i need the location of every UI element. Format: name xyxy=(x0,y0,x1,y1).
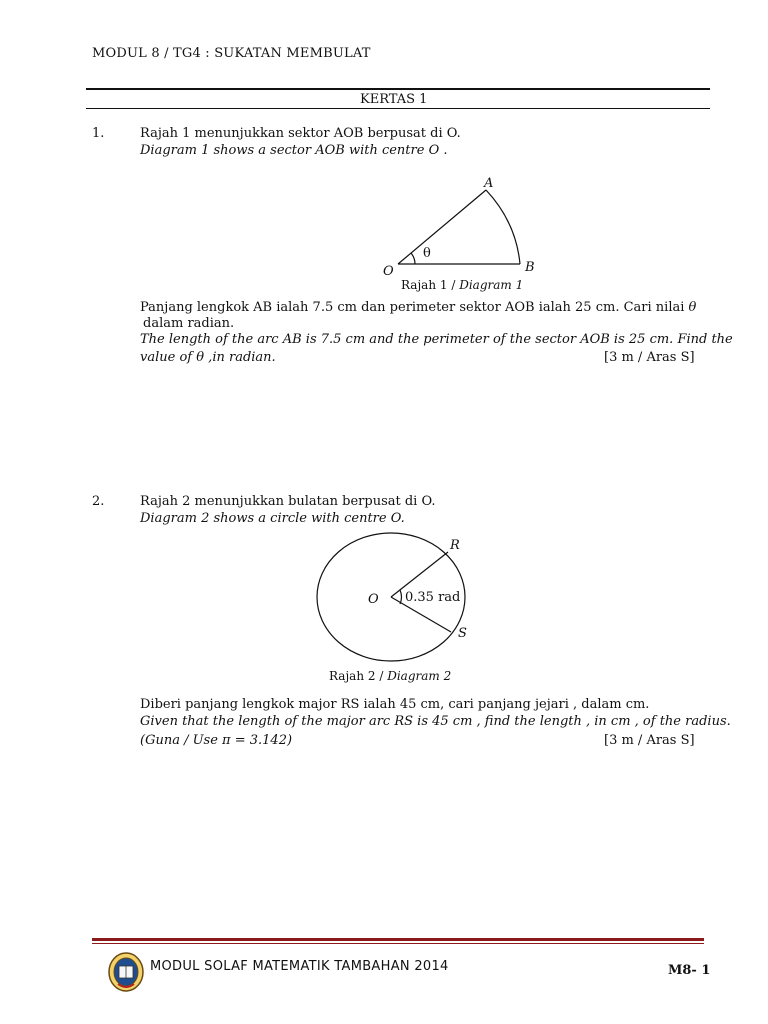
point-s-label: S xyxy=(458,626,467,641)
question-2-intro-ms: Rajah 2 menunjukkan bulatan berpusat di O. xyxy=(140,494,436,509)
question-1-intro-en: Diagram 1 shows a sector AOB with centre O . xyxy=(140,143,448,158)
question-1-body-ms xyxy=(140,300,696,316)
question-2-intro-en: Diagram 2 shows a circle with centre O. xyxy=(140,511,405,526)
diagram-1-caption xyxy=(401,278,523,292)
diagram-1-caption-en: Diagram 1 xyxy=(459,278,524,292)
section-title: KERTAS 1 xyxy=(360,92,428,107)
header-rule-bottom xyxy=(86,108,710,109)
point-a-label: A xyxy=(484,176,494,191)
angle-mark xyxy=(411,253,415,264)
angle-label-2: 0.35 rad xyxy=(405,590,461,605)
question-2-pi-note: (Guna / Use π = 3.142) xyxy=(140,733,293,748)
footer-title: MODUL SOLAF MATEMATIK TAMBAHAN 2014 xyxy=(150,959,449,974)
page-number: M8- 1 xyxy=(668,963,711,978)
question-1-theta: θ xyxy=(688,300,697,315)
question-2-body-en: Given that the length of the major arc RS is 45 cm , find the length , in cm , of the radius. xyxy=(140,714,731,729)
point-o-label: O xyxy=(383,264,394,279)
question-2-marks: [3 m / Aras S] xyxy=(604,733,695,748)
question-1-body-en-1: The length of the arc AB is 7.5 cm and the perimeter of the sector AOB is 25 cm. Find the xyxy=(140,332,733,347)
diagram-1-caption-ms: Rajah 1 / xyxy=(401,278,460,292)
point-r-label: R xyxy=(450,538,460,553)
footer-rule-thin xyxy=(92,943,704,944)
question-2-body-ms: Diberi panjang lengkok major RS ialah 45 cm, cari panjang jejari , dalam cm. xyxy=(140,697,650,712)
question-1-body-en-2: value of θ ,in radian. xyxy=(140,350,276,365)
radius-oa xyxy=(398,190,486,264)
question-1-number: 1. xyxy=(92,126,105,141)
diagram-2-caption-en: Diagram 2 xyxy=(387,669,452,683)
question-1-intro-ms: Rajah 1 menunjukkan sektor AOB berpusat di O. xyxy=(140,126,461,141)
crest-logo-icon xyxy=(106,950,146,994)
diagram-2-caption xyxy=(329,669,451,683)
point-o-label-2: O xyxy=(368,592,379,607)
point-b-label: B xyxy=(525,260,535,275)
question-1-body-ms-text: Panjang lengkok AB ialah 7.5 cm dan perimeter sektor AOB ialah 25 cm. Cari nilai xyxy=(140,300,685,315)
angle-mark-2 xyxy=(400,590,402,604)
footer-rule-thick xyxy=(92,938,704,941)
arc-ab xyxy=(486,190,520,264)
question-1-marks: [3 m / Aras S] xyxy=(604,350,695,365)
page-header-title: MODUL 8 / TG4 : SUKATAN MEMBULAT xyxy=(92,46,371,61)
diagram-2-caption-ms: Rajah 2 / xyxy=(329,669,388,683)
question-1-body-ms-2: dalam radian. xyxy=(143,316,235,331)
angle-theta-label: θ xyxy=(423,246,431,261)
header-rule-top xyxy=(86,88,710,90)
question-2-number: 2. xyxy=(92,494,105,509)
